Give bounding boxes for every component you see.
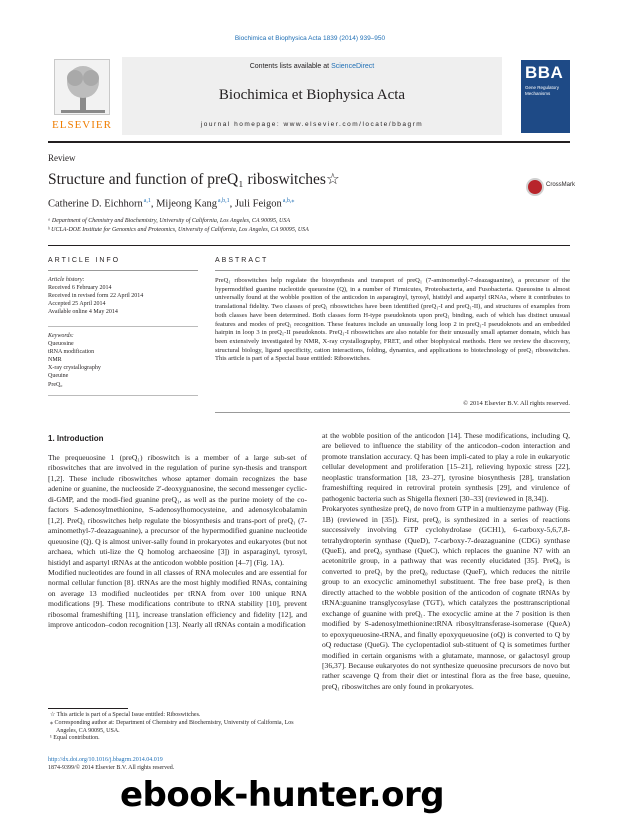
article-type: Review xyxy=(48,153,76,163)
crossmark-icon xyxy=(526,178,544,196)
author-list xyxy=(48,197,294,210)
doi-link[interactable]: http://dx.doi.org/10.1016/j.bbagrm.2014.04.019 xyxy=(48,757,163,763)
header-divider xyxy=(48,245,570,246)
masthead-divider xyxy=(48,141,570,143)
sciencedirect-link[interactable]: ScienceDirect xyxy=(331,63,375,70)
keyword: NMR xyxy=(48,357,62,364)
abstract-divider xyxy=(215,270,570,271)
author-name[interactable]: Mijeong Kang xyxy=(156,198,218,210)
author-name[interactable]: Juli Feigon xyxy=(234,198,282,210)
history-entry: Received 6 February 2014 xyxy=(48,285,112,292)
elsevier-tree-emblem xyxy=(54,59,110,115)
section-heading-introduction: 1. Introduction xyxy=(48,434,104,443)
author-separator: , xyxy=(150,198,157,210)
crossmark-button[interactable] xyxy=(526,178,576,204)
history-entry: Received in revised form 22 April 2014 xyxy=(48,293,144,300)
history-entry: Available online 4 May 2014 xyxy=(48,309,118,316)
journal-title: Biochimica et Biophysica Acta xyxy=(218,87,406,103)
affiliation-b: ᵇ UCLA-DOE Institute for Genomics and Proteomics, University of California, Los Angeles, CA 90095, USA xyxy=(48,227,309,233)
article-info-heading: ARTICLE INFO xyxy=(48,257,121,264)
issn-line: 1874-9399/© 2014 Elsevier B.V. All rights reserved. xyxy=(48,765,175,771)
affiliation-a: ᵃ Department of Chemistry and Biochemistry, University of California, Los Angeles, CA 90095, USA xyxy=(48,218,290,224)
publisher-wordmark: ELSEVIER xyxy=(52,119,112,131)
author-separator: , xyxy=(229,198,235,210)
keyword: Queuine xyxy=(48,373,69,380)
abstract-copyright: © 2014 Elsevier B.V. All rights reserved. xyxy=(463,400,570,407)
footnotes xyxy=(48,712,307,743)
keywords-divider xyxy=(48,395,198,396)
author-affiliation-marker[interactable]: a,b,⁎ xyxy=(282,198,295,204)
body-text-right-column: at the wobble position of the anticodon [14]. These modifications, including Q, are believed to influence the stability of the anticodon–codon interaction and promote translation accuracy. Q has been impli-cated to play a role in eukaryotic cellular development and proliferation [15–21], relieving hypoxic stress [22], neoplastic transformation [18, 23–27], tyrosine biosynthesis [28], translation frameshifting required in retroviral protein synthesis [29], and virulence of pathogenic bacteria such as Shigella flexneri [30–33] (reviewed in [8,34]). Prokaryotes synthesize preQ₁ de novo from GTP in a multienzyme pathway (Fig. 1B) (reviewed in [35]). First, preQ₀ is synthesized in a series of reactions successively involving GTP cyclohydrolase (GCH1), 6-carboxy-5,6,7,8-tetrahydropterin synthase (QueD), 7-carboxy-7-deazaguanine (CDG) synthase (QueE), and preQ₀ synthase (QueC), which replaces the guanine N7 with an acetonitrile group, in a pathway that was recently elucidated [35]. PreQ₀ is converted to preQ₁ by the preQ₀ reductase (QueF), which reduces the nitrile group to an exocyclic aminomethyl substituent. The free base preQ₁ is then directly attached to the wobble position of the anticodon of cognate tRNAs by tRNA:guanine transglycosylase (TGT), which catalyzes the posttranscriptional exchange of guanine with preQ₁. The exocyclic amine at the 7 position is then modified by S-adenosylmethionine:tRNA ribosyltransferase-isomerase (QueA) to epoxyqueuosine-tRNA, and finally epoxyqueuosine (oQ) is converted to Q by oQ reductase (QueG). The cyclopentadiol sub-stituent of Q is sometimes further modified in certain organisms with a glutamate, mannose, or galactosyl group [36,37]. Because eukaryotes do not synthesize queuosine precursors de novo but rather scavenge Q from their diet or intestinal flora as the free base, queuine, preQ₁ riboswitches are only found in prokaryotes. xyxy=(322,431,570,691)
keyword: X-ray crystallography xyxy=(48,365,101,372)
author-affiliation-marker[interactable]: a,1 xyxy=(143,198,151,204)
abstract-body: PreQ₁ riboswitches help regulate the biosynthesis and transport of preQ₁ (7-aminomethyl-7-deazaguanine), a precursor of the hypermodified guanine nucleotide queuosine (Q), in a number of Firmicutes, Proteobacteria, and Fusobacteria. Queuosine is almost universally found at the wobble position of the anticodon in asparaginyl, tyrosyl, histidyl and aspartyl tRNAs, where it contributes to translational fidelity. Two classes of preQ₁ riboswitches have been identified (preQ₁-I and preQ₁-II), and structures of examples from both classes have been determined. Both classes form H-type pseudoknots upon preQ₁ binding, each of which has distinct unusual features and modes of preQ₁ recognition. These features include an unusually long loop 2 in preQ₁-I pseudoknots and an embedded hairpin in loop 3 in preQ₁-II pseudoknots. PreQ₁-I riboswitches are also notable for their unusually small aptamer domain, which has been extensively investigated by NMR, X-ray crystallography, FRET, and other biophysical methods. Here we review the discovery, structural biology, ligand specificity, cation interactions, folding, dynamics, and applications to biotechnology of preQ₁ riboswitches. This article is part of a Special Issue entitled: Riboswitches. xyxy=(215,277,570,363)
keywords-label: Keywords: xyxy=(48,333,74,339)
keyword: PreQ₀ xyxy=(48,381,63,388)
journal-citation-link[interactable]: Biochimica et Biophysica Acta 1839 (2014) 939–950 xyxy=(234,35,386,42)
abstract-bottom-divider xyxy=(215,412,570,413)
history-divider xyxy=(48,326,198,327)
abstract-heading: ABSTRACT xyxy=(215,257,269,264)
contents-availability-line xyxy=(122,63,502,70)
journal-cover-image xyxy=(521,60,570,133)
footnote: ¹ Equal contribution. xyxy=(50,735,100,742)
cover-title: BBA xyxy=(525,63,564,82)
history-entry: Accepted 25 April 2014 xyxy=(48,301,106,308)
history-label: Article history: xyxy=(48,277,85,283)
crossmark-label: CrossMark xyxy=(546,182,576,188)
cover-subtitle: Gene Regulatory Mechanisms xyxy=(525,85,560,96)
footnote: ☆ This article is part of a Special Issue entitled: Riboswitches. xyxy=(50,712,201,718)
article-history xyxy=(48,276,198,316)
watermark: ebook-hunter.org xyxy=(120,775,445,815)
author-affiliation-marker[interactable]: a,b,1 xyxy=(217,198,230,204)
elsevier-logo xyxy=(48,57,116,133)
author-name[interactable]: Catherine D. Eichhorn xyxy=(48,198,143,210)
footnote: ⁎ Corresponding author at: Department of Chemistry and Biochemistry, University of California, Los Angeles, CA 90095, USA. xyxy=(50,719,294,734)
contents-prefix: Contents lists available at xyxy=(249,63,332,70)
journal-homepage-link[interactable]: journal homepage: www.elsevier.com/locate/bbagrm xyxy=(200,121,424,128)
keyword: Queuosine xyxy=(48,341,74,348)
footnote-divider xyxy=(48,708,128,709)
body-text-left-column: The prequeuosine 1 (preQ₁) riboswitch is a member of a large sub-set of riboswitches that are involved in the regulation of purine syn-thesis and transport [1,2]. These include riboswitches whose aptamer domain recognizes the base adenine or guanine, the nucleoside 2′-deoxyguanosine, the second messenger cyclic-di-GMP, and the modi-fied guanine preQ₁, as well as the purine moiety of the co-factors S-adenosylmethionine, S-adenosylhomocysteine, and adenosylcobalamin [1,2]. PreQ₁ riboswitches help regulate the biosynthesis and trans-port of preQ₁ (7-aminomethyl-7-deazaguanine), a precursor of the hypermodified guanine nucleotide queuosine (Q). Q is almost univer-sally found in prokaryotes and eukaryotes (but not archaea, which uti-lize the Q homolog archaeosine [3]) in asparaginyl, tyrosyl, histidyl and aspartyl tRNAs at the anticodon wobble position [4–7] (Fig. 1A). Modified nucleotides are found in all classes of RNA molecules and are essential for normal cellular function [8]. tRNAs are the most highly modified RNAs, containing on average 13 modified nucleotides per tRNA from over 100 unique RNA modifications [9]. These modifications contribute to tRNA stability [10], prevent ribosomal frameshifting [11], increase translation efficiency and fidelity [12], and improve anticodon–codon recognition [13]. Nearly all tRNAs contain a modification xyxy=(48,453,307,630)
article-info-divider xyxy=(48,270,198,271)
keywords-list xyxy=(48,332,198,389)
keyword: tRNA modification xyxy=(48,349,95,356)
article-title: Structure and function of preQ₁ riboswitches☆ xyxy=(48,171,340,188)
